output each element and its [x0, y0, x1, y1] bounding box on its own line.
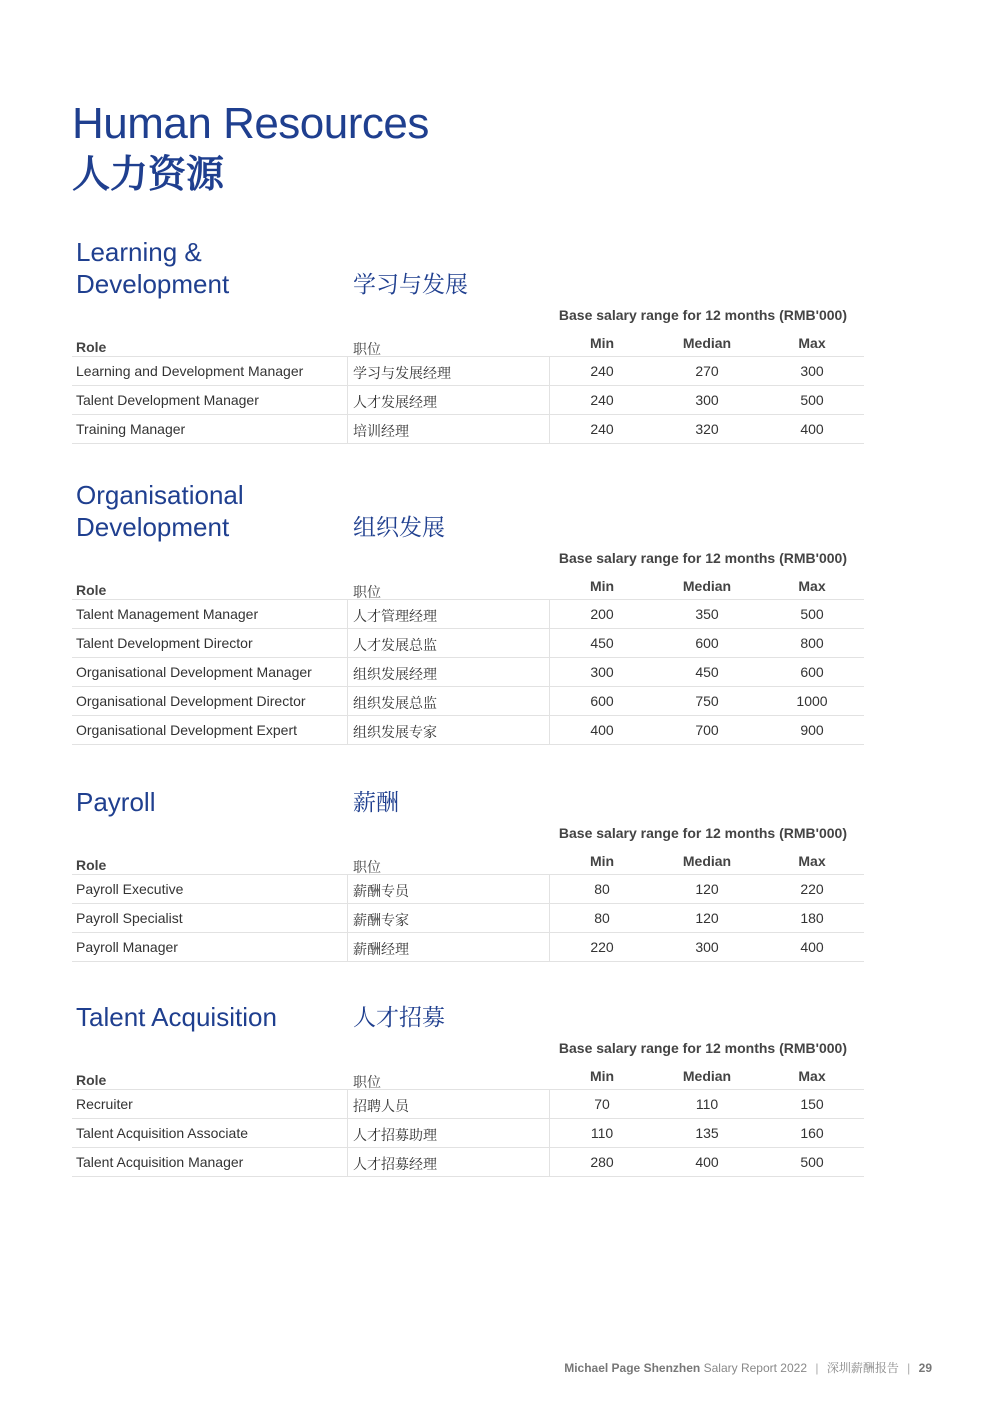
range-label-text: Base salary range for 12 months (RMB'000) [558, 825, 847, 841]
cell-median: 350 [695, 606, 719, 622]
section-learning-development [72, 236, 864, 444]
section-title-zh: 学习与发展 [353, 271, 468, 297]
cell-role: Talent Acquisition Associate [76, 1125, 248, 1141]
section-title-en [76, 479, 244, 543]
cell-median: 120 [695, 881, 719, 897]
header-role-zh: 职位 [353, 584, 381, 600]
cell-role: Organisational Development Expert [76, 722, 298, 738]
page-title-en: Human Resources [72, 99, 429, 148]
page-footer [564, 1359, 932, 1376]
cell-min: 240 [590, 421, 614, 437]
header-median: Median [682, 578, 732, 594]
cell-min: 80 [594, 910, 610, 926]
cell-role: Organisational Development Director [76, 693, 306, 709]
cell-min: 240 [590, 363, 614, 379]
section-title-en [76, 236, 229, 300]
table-row [72, 658, 864, 687]
footer-separator: | [907, 1361, 911, 1375]
header-max: Max [798, 1068, 826, 1084]
cell-max: 220 [800, 881, 824, 897]
cell-median: 320 [695, 421, 719, 437]
cell-max: 160 [800, 1125, 824, 1141]
cell-max: 800 [800, 635, 824, 651]
table-header [72, 573, 864, 600]
header-role: Role [76, 857, 107, 873]
cell-role-zh: 人才管理经理 [353, 608, 437, 624]
cell-role-zh: 人才招募助理 [353, 1127, 437, 1143]
cell-role-zh: 人才发展经理 [353, 394, 437, 410]
cell-role-zh: 人才发展总监 [353, 637, 437, 653]
section-organisational-development [72, 479, 864, 745]
cell-min: 280 [590, 1154, 614, 1170]
cell-min: 400 [590, 722, 614, 738]
header-median: Median [682, 335, 732, 351]
table-header [72, 330, 864, 357]
cell-role-zh: 组织发展经理 [353, 666, 437, 682]
cell-role: Payroll Specialist [76, 910, 183, 926]
cell-max: 180 [800, 910, 824, 926]
table-row [72, 1119, 864, 1148]
header-role-zh: 职位 [353, 859, 381, 875]
table-row [72, 716, 864, 745]
section-title-en: Talent Acquisition [76, 1002, 277, 1032]
table-row [72, 687, 864, 716]
section-title-zh: 组织发展 [353, 514, 445, 540]
cell-role: Talent Management Manager [76, 606, 259, 622]
cell-min: 110 [590, 1125, 614, 1141]
section-header [72, 479, 864, 543]
section-title-zh: 人才招募 [353, 1004, 445, 1030]
section-title-line-1: Organisational [76, 480, 244, 510]
header-role: Role [76, 582, 107, 598]
header-min: Min [589, 578, 615, 594]
cell-max: 300 [800, 363, 824, 379]
section-title-line-1: Learning & [76, 237, 202, 267]
range-label [72, 818, 864, 848]
cell-min: 200 [590, 606, 614, 622]
table-header [72, 848, 864, 875]
page-title [72, 98, 429, 200]
cell-role-zh: 组织发展总监 [353, 695, 437, 711]
cell-max: 600 [800, 664, 824, 680]
cell-max: 1000 [796, 693, 828, 709]
table-row [72, 357, 864, 386]
cell-min: 240 [590, 392, 614, 408]
cell-role-zh: 薪酬专家 [353, 912, 409, 928]
table-row [72, 415, 864, 444]
header-role-zh: 职位 [353, 341, 381, 357]
header-median: Median [682, 1068, 732, 1084]
cell-role-zh: 组织发展专家 [353, 724, 437, 740]
cell-max: 500 [800, 1154, 824, 1170]
range-label [72, 300, 864, 330]
table-row [72, 1090, 864, 1119]
range-label [72, 543, 864, 573]
cell-median: 400 [695, 1154, 719, 1170]
cell-role-zh: 人才招募经理 [353, 1156, 437, 1172]
cell-role: Talent Development Manager [76, 392, 259, 408]
cell-max: 150 [800, 1096, 824, 1112]
cell-max: 400 [800, 421, 824, 437]
header-max: Max [798, 578, 826, 594]
table-header [72, 1063, 864, 1090]
section-title-en: Payroll [76, 787, 156, 817]
range-label-text: Base salary range for 12 months (RMB'000) [558, 307, 847, 323]
table-row [72, 386, 864, 415]
section-header [72, 236, 864, 300]
cell-max: 900 [800, 722, 824, 738]
cell-median: 300 [695, 939, 719, 955]
cell-role: Talent Development Director [76, 635, 253, 651]
cell-role-zh: 薪酬经理 [353, 941, 409, 957]
cell-role-zh: 薪酬专员 [353, 883, 409, 899]
cell-min: 80 [594, 881, 610, 897]
range-label-text: Base salary range for 12 months (RMB'000) [558, 1040, 847, 1056]
cell-role-zh: 学习与发展经理 [353, 365, 451, 381]
header-min: Min [589, 1068, 615, 1084]
cell-role: Training Manager [76, 421, 186, 437]
footer-brand: Michael Page Shenzhen [564, 1361, 701, 1375]
cell-median: 135 [695, 1125, 719, 1141]
header-max: Max [798, 853, 826, 869]
cell-role: Learning and Development Manager [76, 363, 304, 379]
section-title-line-2: Development [76, 269, 230, 299]
table-row [72, 629, 864, 658]
footer-report-zh: 深圳薪酬报告 [826, 1361, 899, 1375]
cell-median: 450 [695, 664, 719, 680]
cell-median: 120 [695, 910, 719, 926]
header-min: Min [589, 853, 615, 869]
header-role: Role [76, 1072, 107, 1088]
cell-role-zh: 培训经理 [353, 423, 409, 439]
table-row [72, 904, 864, 933]
section-header [72, 999, 864, 1033]
cell-min: 220 [590, 939, 614, 955]
cell-median: 110 [695, 1096, 719, 1112]
footer-separator: | [815, 1361, 819, 1375]
cell-max: 500 [800, 392, 824, 408]
cell-median: 700 [695, 722, 719, 738]
cell-median: 300 [695, 392, 719, 408]
cell-median: 750 [695, 693, 719, 709]
table-row [72, 875, 864, 904]
range-label [72, 1033, 864, 1063]
section-title-zh: 薪酬 [353, 789, 399, 815]
section-title-line-2: Development [76, 512, 230, 542]
cell-max: 500 [800, 606, 824, 622]
section-header [72, 784, 864, 818]
header-min: Min [589, 335, 615, 351]
cell-role: Organisational Development Manager [76, 664, 312, 680]
header-role: Role [76, 339, 107, 355]
table-row [72, 600, 864, 629]
cell-role: Payroll Manager [76, 939, 178, 955]
header-median: Median [682, 853, 732, 869]
table-row [72, 933, 864, 962]
page-title-zh: 人力资源 [72, 154, 225, 196]
cell-min: 450 [590, 635, 614, 651]
section-talent-acquisition [72, 999, 864, 1177]
cell-role: Recruiter [76, 1096, 133, 1112]
cell-role: Payroll Executive [76, 881, 184, 897]
range-label-text: Base salary range for 12 months (RMB'000) [558, 550, 847, 566]
page-number: 29 [918, 1361, 932, 1375]
cell-median: 270 [695, 363, 719, 379]
table-row [72, 1148, 864, 1177]
cell-role: Talent Acquisition Manager [76, 1154, 244, 1170]
footer-report: Salary Report 2022 [703, 1361, 807, 1375]
header-role-zh: 职位 [353, 1074, 381, 1090]
cell-min: 70 [594, 1096, 610, 1112]
header-max: Max [798, 335, 826, 351]
cell-role-zh: 招聘人员 [353, 1098, 409, 1114]
cell-max: 400 [800, 939, 824, 955]
cell-min: 300 [590, 664, 614, 680]
cell-median: 600 [695, 635, 719, 651]
section-payroll [72, 784, 864, 962]
cell-min: 600 [590, 693, 614, 709]
